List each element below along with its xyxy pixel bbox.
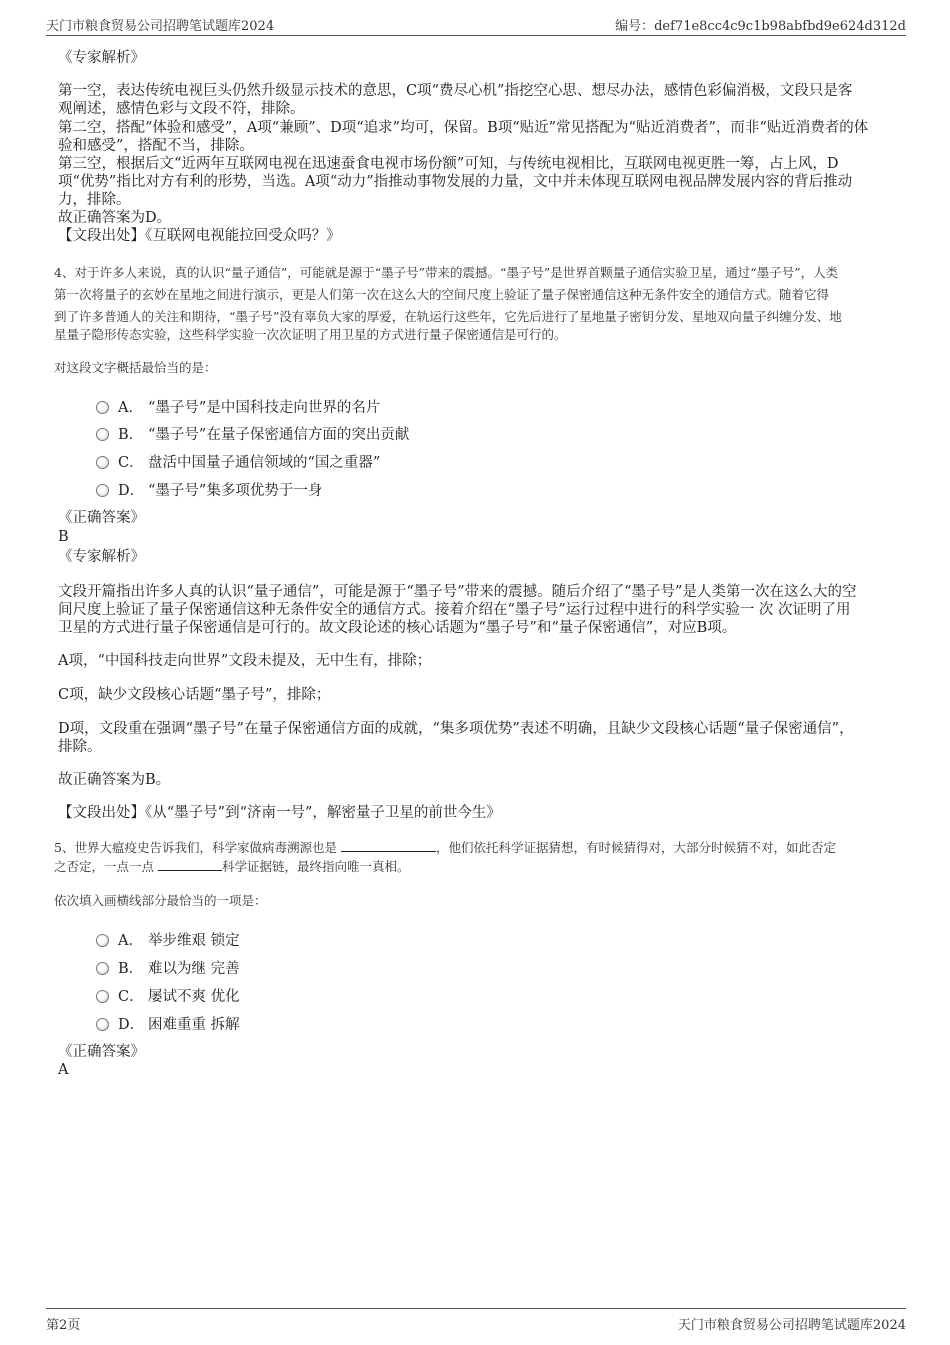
page-header <box>46 13 906 36</box>
footer-title: 天门市粮食贸易公司招聘笔试题库2024 <box>677 1318 906 1333</box>
page-footer <box>46 1308 906 1333</box>
q3-analysis-line: 观阐述，感情色彩与文段不符，排除。 <box>58 101 305 117</box>
q4-option-c[interactable]: C． 盘活中国量子通信领域的“国之重器” <box>96 451 380 471</box>
q3-analysis-title: 《专家解析》 <box>58 50 145 66</box>
fill-blank-1 <box>341 839 436 852</box>
page-number: 第2页 <box>46 1318 81 1333</box>
header-title: 天门市粮食贸易公司招聘笔试题库2024 <box>46 19 275 34</box>
q4-analysis-line: 卫星的方式进行量子保密通信是可行的。故文段论述的核心话题为“墨子号”和“量子保密通信”，对应B项。 <box>58 620 737 636</box>
radio-icon[interactable] <box>96 484 109 497</box>
q4-analysis-title: 《专家解析》 <box>58 549 145 565</box>
radio-icon[interactable] <box>96 456 109 469</box>
q3-conclusion: 故正确答案为D。 <box>58 210 172 226</box>
q4-option-b[interactable]: B． “墨子号”在量子保密通信方面的突出贡献 <box>96 423 409 443</box>
q5-stem-line: 5、世界大瘟疫史告诉我们，科学家做病毒溯源也是 ，他们依托科学证据猜想，有时候猜得对，大部分时候猜不对，如此否定 <box>54 840 836 855</box>
q5-answer: A <box>58 1062 69 1078</box>
radio-icon[interactable] <box>96 401 109 414</box>
radio-icon[interactable] <box>96 1018 109 1031</box>
q4-stem-line: 星量子隐形传态实验，这些科学实验一次次证明了用卫星的方式进行量子保密通信是可行的。 <box>54 327 567 342</box>
radio-icon[interactable] <box>96 990 109 1003</box>
q4-analysis-line: 文段开篇指出许多人真的认识“量子通信”，可能是源于“墨子号”带来的震撼。随后介绍了“墨子号”是人类第一次在这么大的空 <box>58 584 857 600</box>
q5-option-a[interactable]: A． 举步维艰 锁定 <box>96 929 240 949</box>
q4-stem-line: 到了许多普通人的关注和期待，“墨子号”没有辜负大家的厚爱，在轨运行这些年，它先后进行了星地量子密钥分发、星地双向量子纠缠分发、地 <box>54 309 842 324</box>
radio-icon[interactable] <box>96 428 109 441</box>
q4-analysis-a: A项，“中国科技走向世界”文段未提及，无中生有，排除； <box>58 653 432 669</box>
q5-answer-title: 《正确答案》 <box>58 1044 145 1060</box>
q3-analysis-line: 第一空，表达传统电视巨头仍然升级显示技术的意思，C项“费尽心机”指挖空心思、想尽办法，感情色彩偏消极，文段只是客 <box>58 83 853 99</box>
header-doc-id: 编号：def71e8cc4c9c1b98abfbd9e624d312d <box>615 19 906 34</box>
radio-icon[interactable] <box>96 934 109 947</box>
q4-option-a[interactable]: A． “墨子号”是中国科技走向世界的名片 <box>96 396 380 416</box>
q5-option-d[interactable]: D． 困难重重 拆解 <box>96 1013 240 1033</box>
q4-analysis-c: C项，缺少文段核心话题“墨子号”，排除； <box>58 687 331 703</box>
q4-conclusion: 故正确答案为B。 <box>58 772 171 788</box>
q3-analysis-line: 第二空，搭配“体验和感受”，A项“兼顾”、D项“追求”均可，保留。B项“贴近”常见搭配为“贴近消费者”，而非“贴近消费者的体 <box>58 120 869 136</box>
q4-analysis-line: 间尺度上验证了量子保密通信这种无条件安全的通信方式。接着介绍在“墨子号”运行过程中进行的科学实验一 次 次证明了用 <box>58 602 851 618</box>
q3-source: 【文段出处】《互联网电视能拉回受众吗？》 <box>58 228 341 244</box>
q3-analysis-line: 验和感受”，搭配不当，排除。 <box>58 138 254 154</box>
fill-blank-2 <box>158 858 222 871</box>
q4-prompt: 对这段文字概括最恰当的是： <box>54 360 217 375</box>
q5-option-c[interactable]: C． 屡试不爽 优化 <box>96 985 240 1005</box>
q4-answer: B <box>58 529 69 545</box>
q4-analysis-d: D项，文段重在强调“墨子号”在量子保密通信方面的成就，“集多项优势”表述不明确，且缺少文段核心话题“量子保密通信”， <box>58 721 854 737</box>
q4-stem-line: 4、对于许多人来说，真的认识“量子通信”，可能就是源于“墨子号”带来的震撼。“墨子号”是世界首颗量子通信实验卫星，通过“墨子号”，人类 <box>54 265 839 280</box>
q4-source: 【文段出处】《从“墨子号”到“济南一号”，解密量子卫星的前世今生》 <box>58 805 501 821</box>
q4-answer-title: 《正确答案》 <box>58 510 145 526</box>
q5-prompt: 依次填入画横线部分最恰当的一项是： <box>54 893 267 908</box>
q3-analysis-line: 第三空，根据后文“近两年互联网电视在迅速蚕食电视市场份额”可知，与传统电视相比，互联网电视更胜一筹，占上风，D <box>58 156 839 172</box>
radio-icon[interactable] <box>96 962 109 975</box>
q5-stem-line: 之否定，一点一点 科学证据链，最终指向唯一真相。 <box>54 859 410 874</box>
q5-option-b[interactable]: B． 难以为继 完善 <box>96 957 240 977</box>
q4-analysis-d: 排除。 <box>58 739 102 755</box>
q3-analysis-line: 力，排除。 <box>58 192 131 208</box>
q3-analysis-line: 项“优势”指比对方有利的形势，当选。A项“动力”指推动事物发展的力量，文中并未体现互联网电视品牌发展内容的背后推动 <box>58 174 853 190</box>
q4-stem-line: 第一次将量子的玄妙在星地之间进行演示，更是人们第一次在这么大的空间尺度上验证了量子保密通信这种无条件安全的通信方式。随着它得 <box>54 287 830 302</box>
q4-option-d[interactable]: D． “墨子号”集多项优势于一身 <box>96 479 322 499</box>
